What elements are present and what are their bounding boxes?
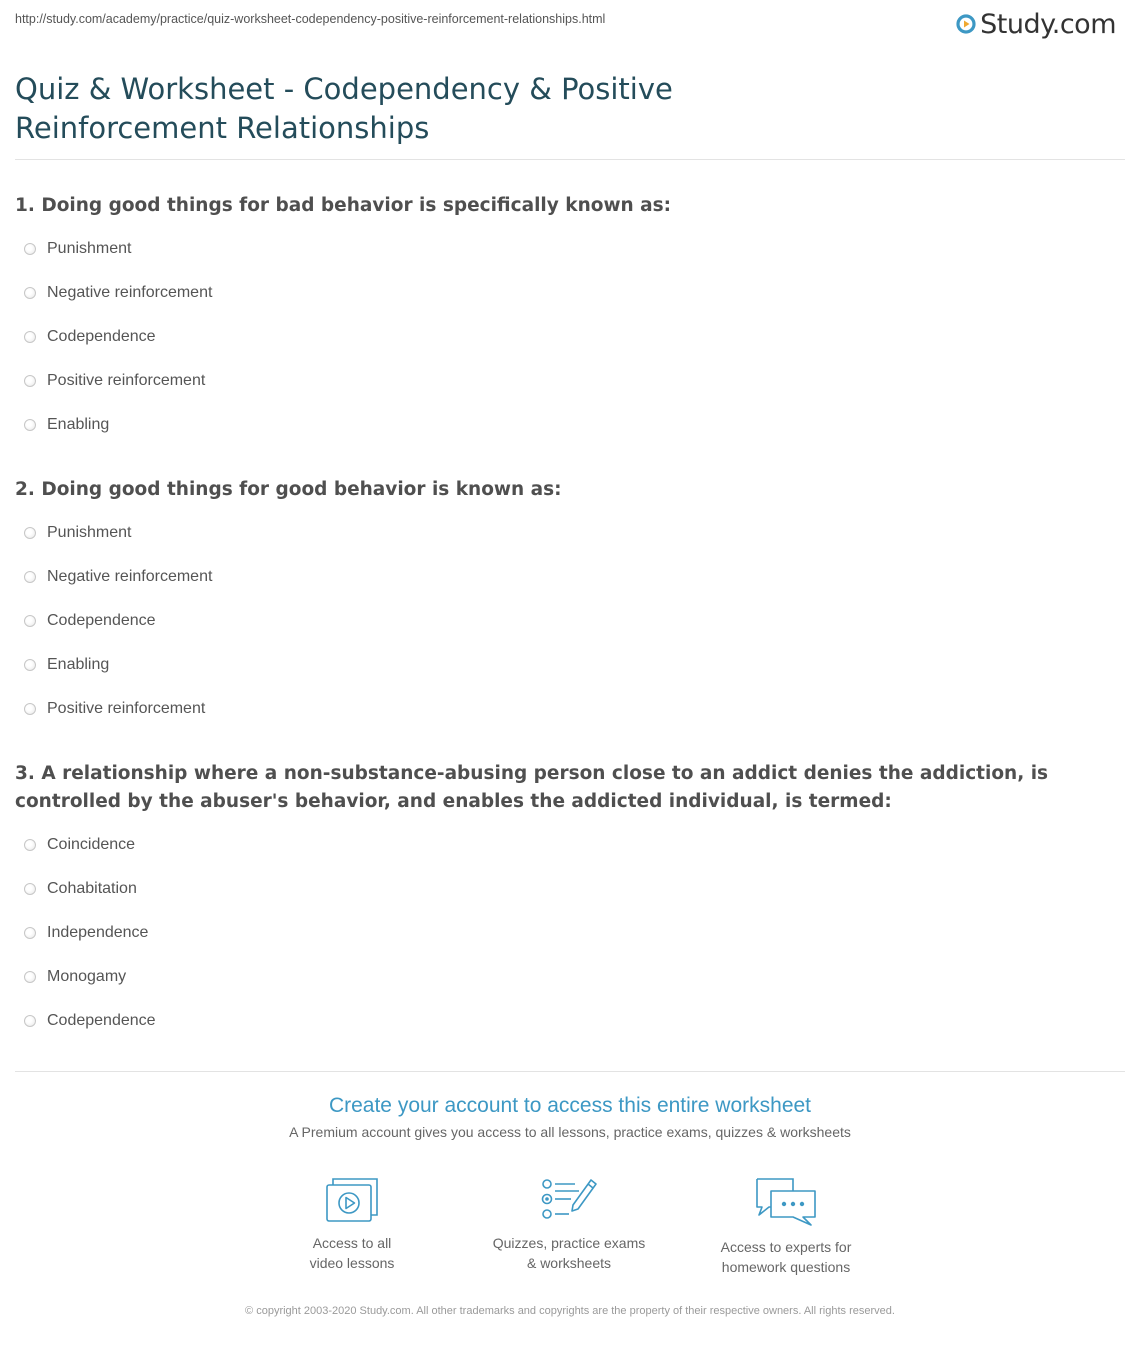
- radio-button[interactable]: [24, 971, 36, 983]
- answer-option[interactable]: [15, 227, 1125, 271]
- option-label: Codependence: [47, 612, 156, 629]
- answer-option[interactable]: [15, 599, 1125, 643]
- option-label: Monogamy: [47, 968, 127, 985]
- option-label: Cohabitation: [47, 880, 137, 897]
- video-lesson-icon: [325, 1175, 379, 1223]
- answer-option[interactable]: [15, 823, 1125, 867]
- radio-button[interactable]: [24, 287, 36, 299]
- feature-label-line: & worksheets: [526, 1255, 612, 1271]
- feature-experts: [686, 1175, 886, 1277]
- feature-quizzes: [469, 1175, 669, 1273]
- option-label: Punishment: [47, 240, 132, 257]
- logo-text: Study.com: [980, 8, 1116, 40]
- option-label: Positive reinforcement: [47, 372, 206, 389]
- radio-button[interactable]: [24, 331, 36, 343]
- option-label: Codependence: [47, 1012, 156, 1029]
- answer-options: [15, 227, 1125, 447]
- radio-button[interactable]: [24, 527, 36, 539]
- play-circle-icon: [955, 13, 977, 35]
- answer-options: [15, 823, 1125, 1043]
- option-label: Negative reinforcement: [47, 568, 213, 585]
- radio-button[interactable]: [24, 243, 36, 255]
- option-label: Punishment: [47, 524, 132, 541]
- option-label: Coincidence: [47, 836, 136, 853]
- radio-button[interactable]: [24, 419, 36, 431]
- feature-video-lessons: [252, 1175, 452, 1273]
- answer-option[interactable]: [15, 643, 1125, 687]
- radio-button[interactable]: [24, 1015, 36, 1027]
- answer-option[interactable]: [15, 955, 1125, 999]
- option-label: Positive reinforcement: [47, 700, 206, 717]
- answer-option[interactable]: [15, 315, 1125, 359]
- question-2: [15, 476, 1125, 731]
- feature-label-line: Quizzes, practice exams: [492, 1235, 646, 1251]
- answer-option[interactable]: [15, 867, 1125, 911]
- question-text: 2. Doing good things for good behavior is known as:: [15, 479, 562, 500]
- answer-option[interactable]: [15, 999, 1125, 1043]
- radio-button[interactable]: [24, 703, 36, 715]
- divider: [15, 159, 1125, 160]
- divider: [15, 1071, 1125, 1072]
- feature-label-line: Access to experts for: [720, 1239, 852, 1255]
- question-3: [15, 760, 1125, 1043]
- answer-option[interactable]: [15, 271, 1125, 315]
- radio-button[interactable]: [24, 571, 36, 583]
- page-url: http://study.com/academy/practice/quiz-worksheet-codependency-positive-reinforcement-relationships.html: [15, 12, 606, 26]
- option-label: Enabling: [47, 416, 110, 433]
- answer-option[interactable]: [15, 359, 1125, 403]
- answer-option[interactable]: [15, 555, 1125, 599]
- page-title: Quiz & Worksheet - Codependency & Positive Reinforcement Relationships: [15, 72, 673, 145]
- answer-option[interactable]: [15, 511, 1125, 555]
- question-text: 1. Doing good things for bad behavior is specifically known as:: [15, 195, 672, 216]
- radio-button[interactable]: [24, 615, 36, 627]
- feature-label-line: video lessons: [309, 1255, 395, 1271]
- quiz-checklist-icon: [539, 1175, 599, 1223]
- answer-option[interactable]: [15, 403, 1125, 447]
- option-label: Enabling: [47, 656, 110, 673]
- option-label: Codependence: [47, 328, 156, 345]
- option-label: Negative reinforcement: [47, 284, 213, 301]
- chat-bubbles-icon: [753, 1175, 819, 1227]
- answer-option[interactable]: [15, 911, 1125, 955]
- cta-subtitle: A Premium account gives you access to all lessons, practice exams, quizzes & worksheets: [289, 1124, 851, 1140]
- radio-button[interactable]: [24, 927, 36, 939]
- feature-label-line: homework questions: [721, 1259, 851, 1275]
- radio-button[interactable]: [24, 659, 36, 671]
- answer-options: [15, 511, 1125, 731]
- option-label: Independence: [47, 924, 149, 941]
- create-account-link[interactable]: Create your account to access this entire worksheet: [328, 1094, 812, 1117]
- radio-button[interactable]: [24, 839, 36, 851]
- radio-button[interactable]: [24, 883, 36, 895]
- question-text: 3. A relationship where a non-substance-abusing person close to an addict denies the addiction, is controlled by the abuser's behavior, and enables the addicted individual, is termed:: [15, 763, 1049, 812]
- study-logo[interactable]: [955, 6, 1116, 42]
- question-1: [15, 192, 1125, 447]
- answer-option[interactable]: [15, 687, 1125, 731]
- radio-button[interactable]: [24, 375, 36, 387]
- feature-label-line: Access to all: [312, 1235, 392, 1251]
- copyright-footer: © copyright 2003-2020 Study.com. All other trademarks and copyrights are the property of their respective owners. All rights reserved.: [245, 1305, 895, 1317]
